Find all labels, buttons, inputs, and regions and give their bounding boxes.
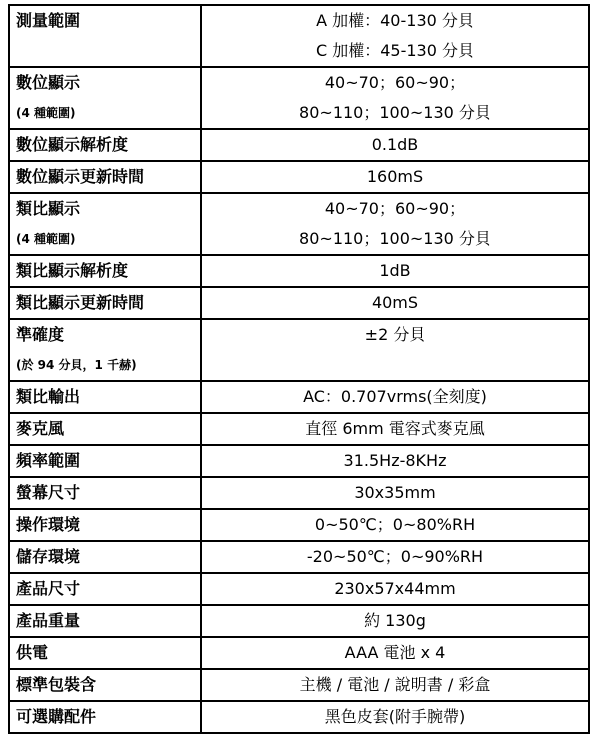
spec-label: 可選購配件 <box>16 707 97 726</box>
spec-label-cell <box>9 67 201 129</box>
spec-label: 操作環境 <box>16 515 81 534</box>
spec-row <box>9 255 589 287</box>
spec-label-cell <box>9 287 201 319</box>
spec-value: 40~70；60~90； <box>324 73 466 92</box>
spec-row <box>9 413 589 445</box>
spec-row <box>9 67 589 129</box>
spec-label: 類比輸出 <box>16 387 81 406</box>
spec-row <box>9 287 589 319</box>
spec-label: 供電 <box>16 643 49 662</box>
spec-value: 主機 / 電池 / 說明書 / 彩盒 <box>299 675 491 694</box>
spec-value: 約 130g <box>364 611 426 630</box>
spec-value: 直徑 6mm 電容式麥克風 <box>305 419 485 438</box>
spec-value-cell <box>201 67 589 129</box>
spec-label: 測量範圍 <box>16 11 81 30</box>
spec-value-cell <box>201 509 589 541</box>
spec-value-cell <box>201 701 589 733</box>
spec-value: 31.5Hz-8KHz <box>343 451 447 470</box>
spec-label-cell <box>9 413 201 445</box>
spec-label: 螢幕尺寸 <box>16 483 81 502</box>
spec-row <box>9 701 589 733</box>
spec-label-cell <box>9 381 201 413</box>
spec-label-note: (於 94 分貝，1 千赫) <box>16 358 137 372</box>
spec-value: -20~50℃；0~90%RH <box>306 547 484 566</box>
spec-value: 80~110；100~130 分貝 <box>299 229 491 248</box>
spec-label: 麥克風 <box>16 419 65 438</box>
spec-table <box>8 4 590 734</box>
spec-label-cell <box>9 541 201 573</box>
spec-label: 產品尺寸 <box>16 579 81 598</box>
spec-value: 1dB <box>379 261 411 280</box>
spec-value: 0~50℃；0~80%RH <box>314 515 476 534</box>
spec-label-cell <box>9 637 201 669</box>
spec-value-cell <box>201 445 589 477</box>
spec-value-cell <box>201 413 589 445</box>
spec-label-cell <box>9 669 201 701</box>
spec-label-cell <box>9 477 201 509</box>
spec-row <box>9 541 589 573</box>
spec-value: 40~70；60~90； <box>324 199 466 218</box>
spec-value: 0.1dB <box>371 135 419 154</box>
spec-value-cell <box>201 669 589 701</box>
spec-row <box>9 381 589 413</box>
spec-row <box>9 573 589 605</box>
spec-label-cell <box>9 573 201 605</box>
spec-label-cell <box>9 129 201 161</box>
spec-value-cell <box>201 605 589 637</box>
spec-value-cell <box>201 287 589 319</box>
spec-value: ±2 分貝 <box>364 325 426 344</box>
spec-row <box>9 5 589 67</box>
spec-label-note: (4 種範圍) <box>16 232 76 246</box>
spec-label-cell <box>9 701 201 733</box>
spec-row <box>9 477 589 509</box>
spec-value: C 加權：45-130 分貝 <box>315 41 475 60</box>
spec-label: 數位顯示 <box>16 73 81 92</box>
spec-row <box>9 637 589 669</box>
spec-label-cell <box>9 255 201 287</box>
spec-label-cell <box>9 161 201 193</box>
spec-value-cell <box>201 637 589 669</box>
spec-row <box>9 129 589 161</box>
spec-value-cell <box>201 5 589 67</box>
spec-label: 數位顯示解析度 <box>16 135 129 154</box>
spec-value: A 加權：40-130 分貝 <box>316 11 474 30</box>
spec-row <box>9 605 589 637</box>
spec-row <box>9 193 589 255</box>
spec-label-cell <box>9 509 201 541</box>
spec-label-cell <box>9 319 201 381</box>
spec-row <box>9 319 589 381</box>
spec-value-cell <box>201 129 589 161</box>
spec-value: 230x57x44mm <box>334 579 456 598</box>
spec-label-cell <box>9 5 201 67</box>
spec-label-cell <box>9 445 201 477</box>
spec-label: 類比顯示 <box>16 199 81 218</box>
spec-label-cell <box>9 605 201 637</box>
spec-value-cell <box>201 541 589 573</box>
spec-label: 類比顯示更新時間 <box>16 293 145 312</box>
spec-value-cell <box>201 255 589 287</box>
spec-label: 儲存環境 <box>16 547 81 566</box>
spec-value: 80~110；100~130 分貝 <box>299 103 491 122</box>
spec-row <box>9 509 589 541</box>
spec-table-body <box>9 5 589 733</box>
spec-label: 數位顯示更新時間 <box>16 167 145 186</box>
spec-label: 準確度 <box>16 325 65 344</box>
spec-label: 產品重量 <box>16 611 81 630</box>
spec-value-cell <box>201 161 589 193</box>
spec-value-cell <box>201 381 589 413</box>
spec-label-note: (4 種範圍) <box>16 106 76 120</box>
spec-value: 40mS <box>371 293 419 312</box>
spec-value: 160mS <box>366 167 424 186</box>
spec-label: 類比顯示解析度 <box>16 261 129 280</box>
spec-label: 頻率範圍 <box>16 451 81 470</box>
spec-value: AAA 電池 x 4 <box>344 643 446 662</box>
spec-row <box>9 669 589 701</box>
spec-row <box>9 161 589 193</box>
spec-value-cell <box>201 193 589 255</box>
spec-value-cell <box>201 477 589 509</box>
spec-value-cell <box>201 319 589 381</box>
spec-value-cell <box>201 573 589 605</box>
spec-row <box>9 445 589 477</box>
spec-value: AC：0.707vrms(全刻度) <box>303 387 487 406</box>
spec-label: 標準包裝含 <box>16 675 97 694</box>
spec-value: 30x35mm <box>354 483 436 502</box>
spec-label-cell <box>9 193 201 255</box>
spec-value: 黑色皮套(附手腕帶) <box>324 707 466 726</box>
